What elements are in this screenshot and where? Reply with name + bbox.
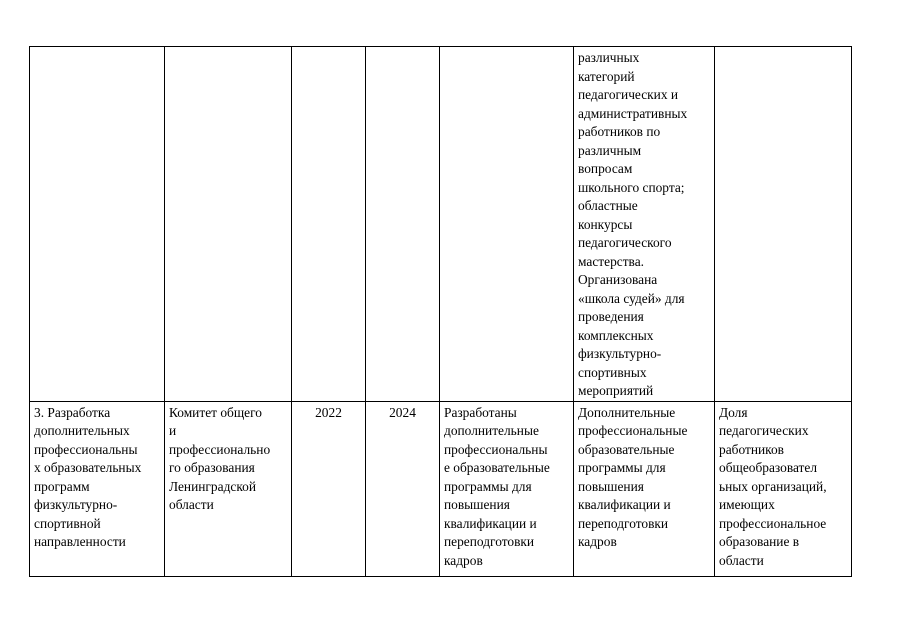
cell-indicator bbox=[715, 401, 852, 576]
cell-text-line: х образовательных bbox=[34, 460, 142, 475]
cell-text-line: профессиональное bbox=[719, 515, 827, 531]
cell-text-line: «школа судей» для bbox=[578, 290, 685, 306]
cell-end-year bbox=[366, 47, 440, 402]
cell-text-line: областные bbox=[578, 198, 638, 213]
cell-text-line: мастерства. bbox=[578, 253, 644, 269]
cell-text-line: повышения bbox=[444, 497, 510, 512]
cell-text-line: конкурсы bbox=[578, 216, 633, 232]
cell-text-line: Комитет общего bbox=[169, 404, 262, 420]
cell-text-line: административных bbox=[578, 105, 688, 121]
cell-task bbox=[30, 401, 165, 576]
cell-text-line: работников bbox=[719, 441, 784, 457]
cell-text-line: школьного спорта; bbox=[578, 179, 685, 195]
cell-text-line: программы для bbox=[578, 460, 666, 475]
cell-text-line: профессиональны bbox=[34, 441, 138, 457]
cell-text-line: 2024 bbox=[389, 404, 416, 420]
cell-text-line: Организована bbox=[578, 272, 658, 287]
cell-text-line: кадров bbox=[444, 552, 483, 568]
cell-text-line: физкультурно- bbox=[34, 497, 118, 512]
table-row bbox=[30, 47, 852, 402]
cell-text-line: дополнительные bbox=[444, 423, 539, 438]
cell-text-line: мероприятий bbox=[578, 383, 654, 398]
plan-table bbox=[29, 46, 852, 577]
cell-result-details bbox=[574, 401, 715, 576]
cell-text-line: педагогических bbox=[719, 423, 809, 438]
cell-indicator bbox=[715, 47, 852, 402]
cell-text-line: спортивной bbox=[34, 515, 101, 531]
cell-text-line: дополнительных bbox=[34, 423, 130, 438]
cell-text-line: е образовательные bbox=[444, 460, 550, 475]
cell-text-line: работников по bbox=[578, 124, 661, 139]
cell-text-line: ьных организаций, bbox=[719, 478, 827, 494]
cell-text-line: программ bbox=[34, 478, 90, 494]
cell-text-line: профессиональные bbox=[578, 423, 688, 438]
cell-text-line: общеобразовател bbox=[719, 460, 818, 475]
cell-text-line: педагогических и bbox=[578, 87, 679, 102]
cell-text-line: профессиональны bbox=[444, 441, 548, 457]
cell-responsible bbox=[165, 401, 292, 576]
cell-text-line: направленности bbox=[34, 534, 126, 549]
cell-text-line: профессионально bbox=[169, 441, 271, 457]
cell-text-line: Доля bbox=[719, 404, 748, 420]
cell-text-line: 2022 bbox=[315, 404, 342, 420]
cell-text-line: физкультурно- bbox=[578, 346, 662, 361]
cell-text-line: области bbox=[719, 552, 764, 568]
cell-text-line: Ленинградской bbox=[169, 478, 257, 494]
cell-text-line: го образования bbox=[169, 460, 255, 475]
cell-result-details bbox=[574, 47, 715, 402]
cell-text-line: Разработаны bbox=[444, 404, 517, 420]
cell-text-line: и bbox=[169, 423, 177, 438]
cell-start-year bbox=[292, 401, 366, 576]
cell-text-line: квалификации и bbox=[444, 515, 537, 531]
cell-text-line: проведения bbox=[578, 309, 644, 324]
cell-responsible bbox=[165, 47, 292, 402]
cell-text-line: повышения bbox=[578, 478, 644, 494]
cell-text-line: вопросам bbox=[578, 161, 633, 176]
cell-start-year bbox=[292, 47, 366, 402]
cell-text-line: образовательные bbox=[578, 441, 675, 457]
cell-text-line: комплексных bbox=[578, 327, 654, 343]
cell-text-line: кадров bbox=[578, 534, 617, 549]
cell-text-line: программы для bbox=[444, 478, 532, 494]
cell-text-line: имеющих bbox=[719, 497, 775, 512]
cell-text-line: различным bbox=[578, 142, 642, 158]
cell-text-line: Дополнительные bbox=[578, 404, 676, 420]
cell-text-line: различных bbox=[578, 50, 640, 65]
cell-text-line: педагогического bbox=[578, 235, 672, 250]
cell-text-line: переподготовки bbox=[444, 534, 535, 549]
cell-text-line: образование в bbox=[719, 534, 800, 549]
cell-expected-result bbox=[440, 47, 574, 402]
cell-task bbox=[30, 47, 165, 402]
cell-expected-result bbox=[440, 401, 574, 576]
cell-text-line: переподготовки bbox=[578, 515, 669, 531]
cell-text-line: категорий bbox=[578, 68, 635, 84]
cell-end-year bbox=[366, 401, 440, 576]
cell-text-line: области bbox=[169, 497, 214, 512]
table-row bbox=[30, 401, 852, 576]
cell-text-line: 3. Разработка bbox=[34, 404, 111, 420]
cell-text-line: квалификации и bbox=[578, 497, 671, 512]
cell-text-line: спортивных bbox=[578, 364, 647, 380]
